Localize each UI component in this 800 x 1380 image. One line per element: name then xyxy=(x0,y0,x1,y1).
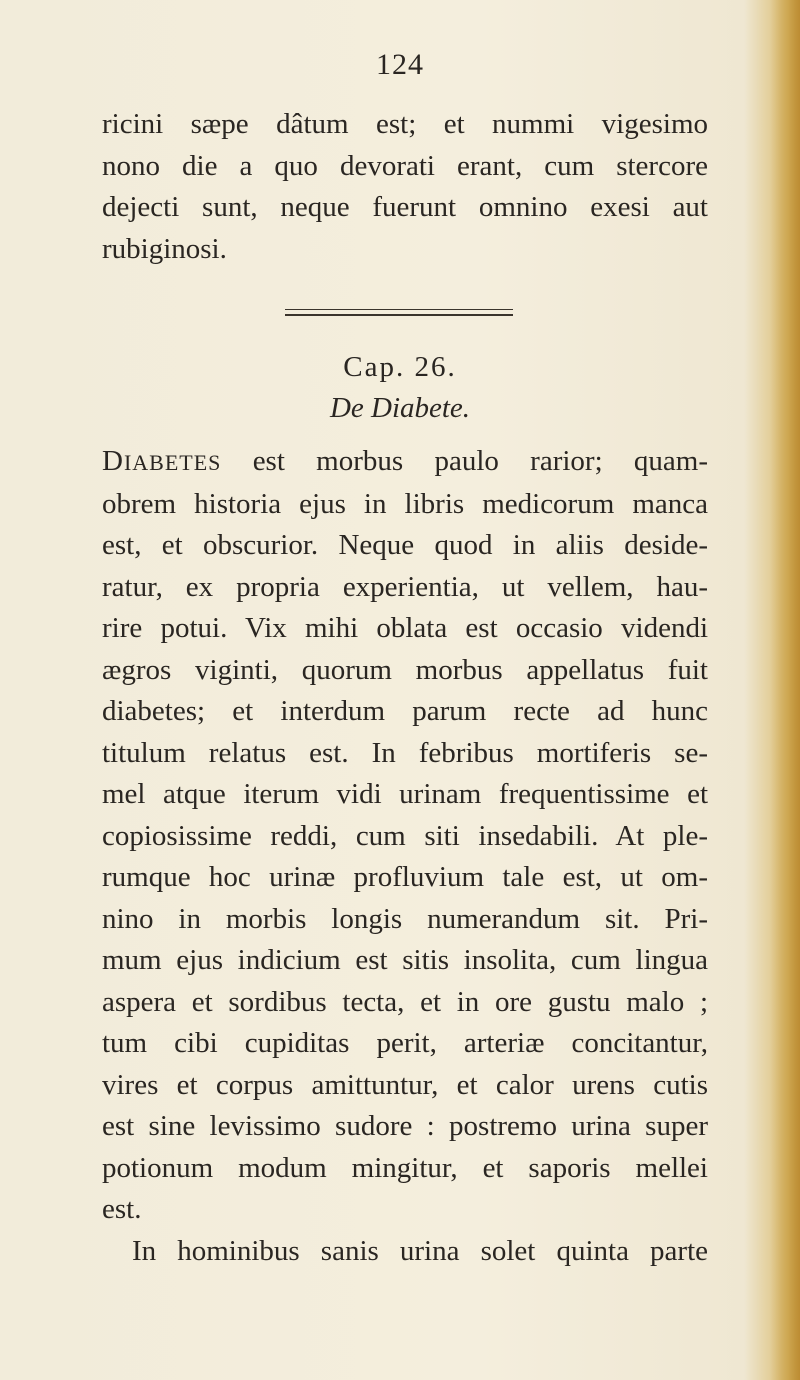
chapter-title: De Diabete. xyxy=(329,392,471,424)
text-line: copiosissime reddi, cum siti insedabili. At ple- xyxy=(102,819,708,852)
text-line: ricini sæpe dâtum est; et nummi vigesimo xyxy=(102,108,708,140)
text-line: nino in morbis longis numerandum sit. Pri- xyxy=(102,902,708,935)
text-line: aspera et sordibus tecta, et in ore gustu malo ; xyxy=(102,985,708,1018)
first-word: DIABETES xyxy=(102,445,222,477)
text-line: est, et obscurior. Neque quod in aliis deside- xyxy=(102,529,708,561)
text-line: est sine levissimo sudore : postremo urina super xyxy=(102,1110,708,1142)
text-line: diabetes; et interdum parum recte ad hunc xyxy=(102,695,708,727)
text-line: ratur, ex propria experientia, ut vellem, hau- xyxy=(102,570,708,603)
text-line-first: DIABETES est morbus paulo rarior; quam- xyxy=(102,445,708,477)
text-line: est. xyxy=(102,1193,142,1225)
page-number: 124 xyxy=(376,48,424,81)
text-line: tum cibi cupiditas perit, arteriæ concitantur, xyxy=(102,1027,708,1059)
text-line: rumque hoc urinæ profluvium tale est, ut om- xyxy=(102,861,708,893)
next-paragraph: In hominibus sanis urina solet quinta parte xyxy=(132,1234,708,1267)
page-edge xyxy=(770,0,800,1380)
text-line: rubiginosi. xyxy=(102,232,227,265)
text-line: titulum relatus est. In febribus mortiferis se- xyxy=(102,736,708,769)
text-line: dejecti sunt, neque fuerunt omnino exesi aut xyxy=(102,191,708,223)
text-line: ægros viginti, quorum morbus appellatus fuit xyxy=(102,653,708,686)
text-line: mel atque iterum vidi urinam frequentissime et xyxy=(102,778,708,810)
section-divider xyxy=(285,309,513,316)
text-line: vires et corpus amittuntur, et calor urens cutis xyxy=(102,1068,708,1101)
text-line: mum ejus indicium est sitis insolita, cum lingua xyxy=(102,944,708,976)
chapter-label: Cap. 26. xyxy=(343,351,457,383)
top-paragraph xyxy=(102,104,708,270)
text-line: potionum modum mingitur, et saporis mellei xyxy=(102,1151,708,1184)
chapter-body xyxy=(102,441,708,1272)
text-line: nono die a quo devorati erant, cum stercore xyxy=(102,149,708,182)
text-line: rire potui. Vix mihi oblata est occasio videndi xyxy=(102,612,708,644)
text-line: obrem historia ejus in libris medicorum manca xyxy=(102,487,708,520)
